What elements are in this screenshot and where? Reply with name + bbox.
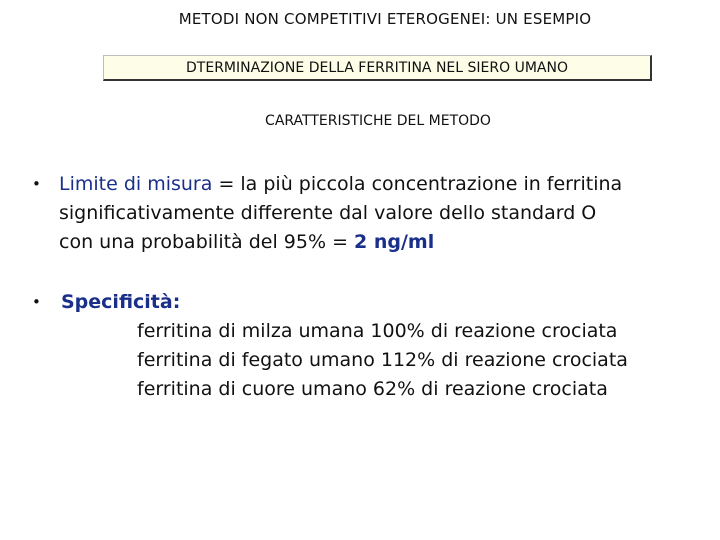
slide-title: METODI NON COMPETITIVI ETEROGENEI: UN ESEMPIO xyxy=(178,10,592,28)
limit-line-1 xyxy=(32,170,720,199)
bullet-icon: • xyxy=(32,293,41,311)
method-heading-box: DTERMINAZIONE DELLA FERRITINA NEL SIERO UMANO xyxy=(103,55,652,81)
limit-line-3 xyxy=(32,228,720,257)
limit-term: Limite di misura xyxy=(59,173,213,195)
specificity-term: Specificità: xyxy=(61,291,181,313)
specificity-heading xyxy=(32,288,720,317)
method-characteristics-heading: CARATTERISTICHE DEL METODO xyxy=(265,113,491,129)
specificity-row-heart: ferritina di cuore umano 62% di reazione crociata xyxy=(137,378,608,400)
bullet-icon: • xyxy=(32,175,41,193)
specificity-item xyxy=(32,288,720,404)
specificity-row-spleen: ferritina di milza umana 100% di reazione crociata xyxy=(137,320,618,342)
specificity-row-liver: ferritina di fegato umano 112% di reazione crociata xyxy=(137,349,628,371)
limit-of-measure-item xyxy=(32,170,720,257)
limit-line-2: significativamente differente dal valore dello standard O xyxy=(59,202,597,224)
limit-definition-start: = la più piccola concentrazione in ferritina xyxy=(212,173,623,195)
limit-probability-text: con una probabilità del 95% = xyxy=(59,231,355,253)
limit-value: 2 ng/ml xyxy=(354,231,435,253)
